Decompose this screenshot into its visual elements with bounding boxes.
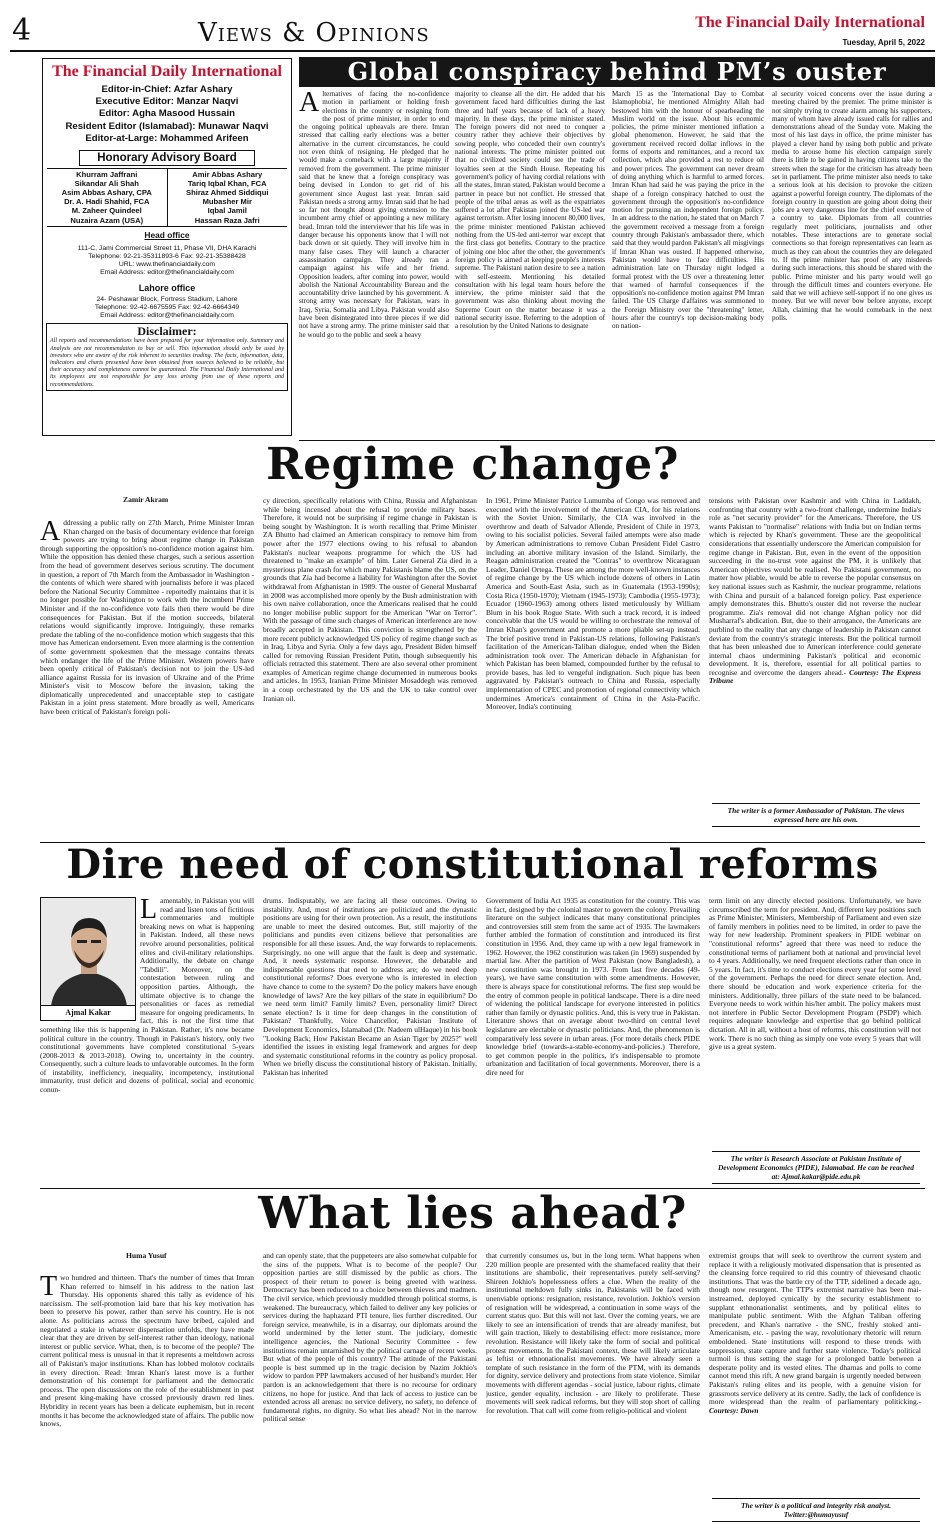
article4-dropcap: T — [40, 1274, 58, 1302]
board-member: Hassan Raza Jafri — [194, 215, 260, 225]
article2-courtesy: Courtesy: The Express Tribune — [709, 667, 921, 686]
address-line: Telephone: 92-21-35311893-6 Fax: 92-21-35388428 — [88, 252, 246, 260]
address-line: 24- Peshawar Block, Fortress Stadium, Lahore — [96, 295, 238, 303]
article4-text-1: wo hundred and thirteen. That's the number of times that Imran Khan referred to himself in his address to the nation last Thursday. His opponents shared this tally as evidence of his narcissism. The self-promotion laid bare that his key motivation has been to preserve his power, rather than serve his country. He is not alone. As politicians across the spectrum have bribed, cajoled and negotiated a stake in whatever dispensation unfolds, they have made clear that they are driven by self-interest rather than ideology, national interest or public service. What, then, is to become of the people? The current political mess is unusual in that it represents a meltdown across all of Pakistan's major institutions. Khan has lobbed molotov cocktails in every direction. Read: Imran Khan's latest move is a further demonstration of his contempt for parliament and the democratic process. The open discussions on the role of the establishment in past and present king-making have crossed previously drawn red lines. Hybridity in recent years has been a delicate euphemism, but in recent months it has become the acknowledged state of affairs. The public now knows, — [40, 1274, 254, 1429]
article3-text-2: drums. Indisputably, we are facing all these outcomes. Owing to instability. And, most of institutions are politicized and the dynastic positions are using for their own protection. As a result, the institutions are unable to meet the desired outcomes. But, still majority of the politicians and pundits even citizens believe that personalities are responsible for all these issues. And, the way forwards to replacements. Surprisingly, no one will argue that the fault is deep and systematic. And, it needs systematic response. However, the debatable and indispensable questions that need to address are; do we need deep constitutional reforms? Does everyone who is interested in election have chance to come to the system? Do the policy makers have enough knowledge of laws? Are the key pillars of the state in equilibrium? Do we need term limit? Family limits? Even, personality limit? Direct senate election? Is it time for deep changes in the constitution of Pakistan? Thankfully, Voice Chancellor, Pakistan Institute of Development Economics, Islamabad (Dr. Nadeem ulHaque) in his book "Looking Back; How Pakistan Became an Asian Tiger by 2025?" well identified the issues in existing legal framework and argues for deep and systematic constitutional reforms in the country as policy proposal. When we briefly discuss the constitutional history of Pakistan. Initially, Pakistan has inherited — [263, 897, 477, 1077]
article2-author: Zamir Akram — [123, 495, 169, 504]
article3-dropcap: L — [140, 897, 158, 925]
article1-text-1: lternatives of facing the no-confidence motion in parliament or holding fresh elections in the country or resigning from the post of prime minister, in order to end the ongoing political upheavals are there. Imran stressed that calling early elections was a better alternative in the current circumstances, he could not even think of resigning. He pledged that he would make a comeback with a large majority if removed from the government. The prime minister said that he knew that a foreign conspiracy was being devised in London to get rid of his government since August last year. Imran said Pakistan needs a strong army. Imran said that he had so far not thought about giving extension to the incumbent army chief or appointing a new military head. Imran told the interviewer that his life was in danger because his opponents know that I will not back down or sit quietly. They will involve him in many false cases. They will launch a character assassination campaign. They already ran a campaign against his wife and her friend. Opposition leaders, after coming into power, would abolish the National Accountability Bureau and the accountability drive launched by his government. A strong army was necessary for Pakistan, wars in Iraq, Syria, Somalia and Libya. Pakistan would also have been disintegrated into three pieces if we did not have a strong army. The prime minister said that he would go to the public and seek a heavy — [299, 90, 449, 339]
article3-column-1 — [40, 897, 254, 1182]
article1-headline-bar — [299, 57, 935, 87]
header-rule — [10, 50, 935, 52]
address-line: Email Address: editor@thefinancialdaily.com — [100, 269, 234, 277]
advisory-board-left — [47, 169, 168, 226]
article4-headline: What lies ahead? — [258, 1188, 687, 1239]
article1-column-2 — [455, 90, 605, 438]
board-member: Shiraz Ahmed Siddiqui — [186, 187, 269, 197]
article2-bio: The writer is a former Ambassador of Pakistan. The views expressed here are his own. — [712, 803, 920, 827]
article4-text-2: and can openly state, that the puppeteers are also somewhat culpable for the sins of the puppets. What is to become of the people? Our opposition parties are still dismissed by the public as chors. The prospect of their return to power is being greeted with wariness. Democracy has been reduced to a choice between thieves and madmen. The civil service, which previously muddled through political storms, is weakened. The bureaucracy, which failed to deliver any key policies or services during the haphazard PTI tenure, lies further discredited. Our foreign service, meanwhile, is in a disarray, our diplomats around the world undermined by the letter stunt. The judiciary, domestic intelligence agencies, the National Security Committee - few institutions remain untarnished by the political carnage of recent weeks. But what of the people of this country? The attitude of the Pakistani people is best summed up in the tragic decision by Nazim Jokhio's widow to pardon PPP lawmakers accused of her husband's murder. Her pardon is an acknowledgement that there is no recourse for ordinary citizens, no hope for justice. And that lack of access to justice can be extended across all arenas: no service delivery, no safety, no defence of fundamental rights, no dignity. So what lies ahead? Not in the narrow political sense — [263, 1252, 477, 1424]
article4-column-3 — [486, 1252, 700, 1524]
article1-text-2: majority to cleanse all the dirt. He added that his government faced hard difficulties during the last three and half years because of lack of a heavy majority. In these days, the prime minister stated. The foreign powers did not need to conquer a country rather they achieve their objectives by sowing people, who conceded their own country's national interests. The prime minister pointed out that no civilized society could see the trade of loyalties seen at the Sindh House. Repeating his government's policy of having cordial relations with all the states, Imran stated, Pakistan would become a partner in peace but not conflict. He stressed that people of the tribal areas as well as the expatriates suffered a lot after Pakistan joined the US-led war against terrorism. After losing innocent 80,000 lives, the prime minister mentioned Pakistan achieved nothing from the US-led anti-terror war except that the first class got benefits. Contrary to the practice of joining one bloc after the other, the government's foreign policy is aimed at keeping people's interests supreme. The Pakistani nation desire to see a nation with self-esteem. Mentioning his detailed consultation with his legal team hours before the interview, the prime minister said that the government was also thinking about moving the Supreme Court on the matter because it was a national security issue. Referring to the adoption of a resolution by the United Nations to designate — [455, 90, 605, 331]
address-line: Email Address: editor@thefinancialdaily.com — [100, 312, 234, 320]
article3-text-4: term limit on any directly elected positions. Unfortunately, we have circumscribed the term for president. And, different key positions such as Prime Minister, Ministers, Membership of Parliament and even size of family members in polities need to be limited, in order to pave the way for new leadership. Prominent speakers in PIDE webinar on "constitutional reforms" agreed that there was need to reduce the constitutional terms of parliament both at national and provincial level to 4 years. Additionally, we need frequent elections rather than once in 5 years. In fact, it's time to conduct elections every year for some level of the government. Perhaps the need for direct senate election. And, there should be education and work experience criteria for the ministers. Additionally, three pillars of the state need to be balanced. Everyone needs to work within his/her ambit. The policy makers must not interfere in Public Sector Development Program (PSDP) which requires adequate knowledge and expertise that go behind political dictation. All in all, without a host of reforms, this constitution will not work. There is no such thing as simply one vote every 5 years that will give us a great system. — [709, 897, 921, 1052]
photo-spacer — [40, 897, 140, 1023]
article1-column-4 — [772, 90, 932, 438]
paper-name-header: The Financial Daily International — [695, 14, 925, 31]
board-member: Nuzaira Azam (USA) — [70, 215, 144, 225]
article2-headline: Regime change? — [266, 439, 679, 490]
editor-line: Editor: Agha Masood Hussain — [98, 108, 236, 120]
article3-text-1: amentably, in Pakistan you will read and listen tons of fictitious commentaries and multiple breaking news on what is happening in Pakistan. Indeed, all these news revolve around personalities, political elites and civil-military relationships. Additionally, the debate on change "Tabdili". Moreover, on the contestation between ruling and opposition parties. Although, the ultimate objective is to change the personalities or faces as remedial measure for ongoing predicaments. In fact, this is not the first time that something like this is happening in Pakistan. Rather, it's now became political culture in the country. Though in Pakistan's history, only two constitutional governments have completed constitutional 5-years (2008-2013 & 2013-2018). Owing to, uncertainty in the country. Consequently, such a culture leads to unfavorable outcomes. In the form of instability, inefficiency, inequality, incompetency, institutional immaturity, trust deficit and dozens of political, social and economic conun- — [40, 897, 254, 1095]
board-member: Sikandar Ali Shah — [74, 178, 139, 188]
article1-headline: Global conspiracy behind PM’s ouster — [347, 57, 887, 86]
editor-list — [43, 84, 291, 146]
lahore-office-address — [43, 296, 291, 321]
article2-dropcap: A — [40, 519, 61, 547]
article4-text-4: extremist groups that will seek to overthrow the current system and replace it with a religiously motivated dispensation that is presented as the cleansing force required to rid this country of thievesand chaotic institutions. That was the battle cry of the TTP, sidelined a decade ago, though now resurgent. The TTP's extremist narrative has been mai-instreamed, deployed cynically by the security establishment to supplant ethnonationalist sentiments, and by political elites to manipulate public sentiment. With the Afghan Taliban offering precedent, and Khan's narrative - the SNC, freshly stoked anti-Americanism, etc. - paving the way, revolutionary rhetoric will return emboldened. State institutions will respond to these trends with suppression, state capture and further state violence. Today's political turmoil is thus setting the stage for a prolonged battle between a desperate polity and its vested elites. The dharnas and polls to come cannot mend this rift. A new grand bargain is urgently needed between Pakistan's ruling elites and its people, with a genuine vision for grassroots service delivery at its centre. Sadly, the lack of confidence is more widespread than the realm of parliamentary politicking.- — [709, 1252, 921, 1407]
advisory-board — [47, 168, 287, 227]
article1-column-3 — [612, 90, 764, 438]
article2-text-3: In 1961, Prime Minister Patrice Lumumba of Congo was removed and executed with the involvement of the American CIA, for his relations with the Soviet Union. Similarly, the CIA was involved in the overthrow and death of Salvador Allende, President of Chile in 1973, owing to his socialist policies. Several failed attempts were also made by American administrations to remove Cuban President Fidel Castro including an abortive military invasion of the Island. Similarly, the Reagan administration created the "Contras" to overthrow Nicaraguan Leader, Daniel Ortega. These are among the more well-known instances of regime change by the US which include dozens of others in Latin America and South-East Asia, such as in Guatemala (1953-1990s); Costa Rica (1950-1970); Vietnam (1945-1973); Cambodia (1955-1973); Ecuador (1960-1963) among others listed meticulously by William Blum in his book Rogue State. With such a track record, it is indeed conceivable that the US would be willing to orchestrate the removal of Imran Khan's government and promote a more pliable set-up instead. The brief positive trend in Pakistan-US relations, following Pakistan's facilitation of the American-Taliban dialogue, ended when the Biden administration took over. The American debacle in Afghanistan for which Pakistan has been blamed, compounded further by the refusal to provide bases, has led to vengeful indignation. Such pique has been aggravated by Pakistan's outreach to China and Russia, especially implementation of CPEC and promotion of regional connectivity which undermines America's containment of China in the Asia-Pacific. Moreover, India's continuing — [486, 497, 700, 712]
article4-column-1 — [40, 1274, 254, 1524]
board-member: Mubasher Mir — [202, 197, 252, 207]
article2-text-1: ddressing a public rally on 27th March, Prime Minister Imran Khan charged on the basis of documentary evidence that foreign powers are trying to bring about regime change in Pakistan through supporting the opposition's no-confidence motion against him. While the opposition has denied these charges, such a serious assertion from the head of government deserves serious scrutiny. The document in question, a report of 7th March from the Ambassador in Washington - the contents of which were shared with journalists before it was placed before the National Security Committee - reportedly maintains that it is no longer possible for Washington to work with the incumbent Prime Minister and if the no-confidence vote fails then there would be dire consequences for Pakistan. But if the motion succeeds, bilateral relations would significantly improve. Intriguingly, these remarks predate the tabling of the no-confidence motion which suggests that this move has American endorsement. Even more alarming is the contention of some government spokesmen that the message contains threats which endanger the life of the Prime Minister. Western powers have been openly critical of Pakistan's decision not to join the US-led alliance against Russia for its invasion of Ukraine and of the Prime Minister's visit to Moscow before the invasion, taking the diplomatically unprecedented and unacceptable step to castigate Pakistan in a joint press statement. More broadly as well, Americans have been critical of Pakistan's foreign poli- — [40, 519, 254, 717]
article1-text-4: al security voiced concerns over the issue during a meeting chaired by the premier. The prime minister is not simply trying to create alarm among his supporters, many of whom have already issued calls for rallies and demonstrations ahead of the Sunday vote. Making the most of his last days in office, the prime minister has played a clever hand by using both public and private media to arouse home his election campaign surely there is little to be gained in having citizens take to the streets when the stage for the criticism has already been set in parliament. The prime minister also needs to take a serious look at his decision to provoke the citizen against a powerful foreign country. The diplomats of the foreign country in question are going about doing their jobs are a very dangerous line for the chief executive of a country to take. Diplomats from all countries regularly meet politicians, journalists and other notables. These interactions are to generate social connections so that foreign representatives can learn as much as they can about the countries they are delegated to. If the prime minister has proof of any misdeeds during such interactions, this should be shared with the public. Prime minister and his party would well go through the difficult times and counters everyone. He said that we will achieve self-support if no one gives us money. But we will never bow before anyone, except Allah, claiming that he would comeback in the next polls. — [772, 90, 932, 323]
article2-column-3 — [486, 497, 700, 839]
article3-bio: The writer is Research Associate at Pakistan Institute of Development Economics (PIDE), Islamabad. He can be reached at: Ajmal.kakar@pide.edu.pk — [712, 1151, 920, 1184]
page-number: 4 — [12, 13, 32, 48]
disclaimer-title: Disclaimer: — [137, 324, 197, 339]
address-line: Telephone: 92-42-6675595 Fax: 92-42-6664349 — [94, 304, 240, 311]
header-date: Tuesday, April 5, 2022 — [842, 38, 925, 47]
article4-column-2 — [263, 1252, 477, 1524]
article2-column-1 — [40, 519, 254, 839]
lahore-office-title: Lahore office — [138, 283, 196, 294]
advisory-board-title: Honorary Advisory Board — [79, 150, 255, 166]
editor-line: Executive Editor: Manzar Naqvi — [95, 95, 239, 107]
article4-text-3: that currently consumes us, but in the long term. What happens when 220 million people are presented with the shamefaced reality that their institutions are shambolic, their representatives purely self-serving? Shireen Jokhio's hopelessness offers a clue. When the reality of the institutional meltdown fully sinks in, Pakistanis will be faced with unenviable options: resignation, resistance, revolution. Jokhio's version of resignation will be widespread, a continuation in some ways of the current status quo. But this will not last. Over the coming years, we are likely to see an intensification of trends that are already manifest, but will gain traction, likely to destabilising effect: more resistance, more revolution. Resistance will likely take the form of social and political protest movements. In the Pakistani context, these will likely articulate as leftist or ethnonationalist movements. We have already seen a template of such resistance in the form of the PTM, with its demands for dignity, service delivery and protections from state violence. Similar movements with different agendas - social justice, labour rights, climate justice, gender equality, inclusion - are likely to proliferate. These movements will seek radical reforms, but they will stop short of calling for revolution. That call will come from religio-political and violent — [486, 1252, 700, 1415]
article1-column-1 — [299, 90, 449, 438]
advisory-board-right — [168, 169, 288, 226]
article3-text-3: Government of India Act 1935 as constitution for the country. This was in fact, designed by the colonial master to govern the colony. Prevailing literature on the subject indicates that many constitutional principles and controversies still stem from the same act of 1935. The lawmakers further ambled the formation of constitution and introduced its first constitution in 1956. And, they came up with a new legal framework in 1962. However, the 1962 constitution was taken (in 1969) suspended by martial law. After the partition of West Pakistan (now Bangladesh), a new constitution was brought in 1973. From last five decades (49-years), we have same constitution with some amendments. However, there is always space for constitutional reforms. The first step would be the entry of common people in political landscape. There is a dire need of widening the political landscape for everyone interested in politics rather than family or dynastic politics. And, this is very true in Pakistan. Literature shows that on average about two-third on central level legislature are electable or dynastic politicians. And, the phenomenon is comparatively less severe in urban areas. (For more details check PIDE knowledge brief (towards-a-stable-economy-and-policies.) Therefore, to get common people in the politics, it's indispensable to promote urbanization and facilitation of local governments. Moreover, there is a dire need for — [486, 897, 700, 1077]
article3-column-4 — [709, 897, 921, 1147]
article4-courtesy: Courtesy: Dawn — [709, 1405, 759, 1415]
article1-text-3: March 15 as the 'International Day to Combat Islamophobia', he mentioned Almighty Allah had bestowed him with the honour of spearheading the Muslim world on the issue. About his economic policies, the prime minister mentioned inflation a global phenomenon. However, he said that the government received record dollar inflows in the forms of exports and remittances, and a record tax collection, which also provided a rest to reduce oil and power prices. The government can never dream of doing anything which is harmful to armed forces. Imran Khan had said he was paying the price in the shape of a foreign conspiracy hatched to oust the government through the opposition's no-confidence motion for pursuing an independent foreign policy. In an address to the nation, he stated that on March 7 the government received a message from a foreign country through Pakistan's ambassador there, which said that they would pardon Pakistan's all misgivings if Imran Khan was ousted. If happened otherwise, Pakistan would have to face difficulties. His administration late on Thursday night lodged a formal protest with the US over a threatening letter that warned of harmful consequences if the opposition's no-confidence motion against PM Imran failed. The US Charge d'affaires was summoned to the Foreign Ministry over the "threatening" letter, hours after the country's top decision-making body on nation- — [612, 90, 764, 331]
article2-column-4 — [709, 497, 921, 799]
article3-headline: Dire need of constitutional reforms — [66, 841, 879, 888]
board-member: Iqbal Jamil — [207, 206, 247, 216]
board-member: Tariq Iqbal Khan, FCA — [187, 178, 267, 188]
address-line: 111-C, Jami Commercial Street 11, Phase VII, DHA Karachi — [77, 244, 257, 252]
head-office-title: Head office — [144, 229, 190, 240]
board-member: M. Zaheer Quindeel — [71, 206, 142, 216]
board-member: Dr. A. Hadi Shahid, FCA — [64, 197, 150, 207]
head-office-address — [43, 245, 291, 278]
article3-column-3 — [486, 897, 700, 1182]
article2-column-2 — [263, 497, 477, 839]
disclaimer-box — [46, 323, 288, 390]
article4-column-4 — [709, 1252, 921, 1494]
article2-text-2: cy direction, specifically relations with China, Russia and Afghanistan while being incensed about the refusal to provide military bases. Therefore, it would not be surprising if regime change in Pakistan is being sought by Washington. It is worth recalling that Prime Minister ZA Bhutto had claimed an American conspiracy to remove him from power after the 1977 elections owing to his refusal to abandon Pakistan's nuclear weapons programme for which the US had threatened to "make an example" of him. Later General Zia died in a mysterious plane crash for which many Pakistanis blame the US, on the grounds that Zia had become a liability for Washington after the Soviet withdrawal from Afghanistan in 1989. The ouster of General Musharraf in 2008 was accomplished more openly by the Bush administration with his own naive collaboration, once the Americans realised that he could no longer mobilise public support for the American "War on Terror". With the passage of time such charges of American interference are now broadly accepted in Pakistan. This conviction is strengthened by the more recent publicly acknowledged US policy of regime change such as in Iraq, Libya and Syria. Only a few days ago, President Biden himself called for removing Russian President Putin, though subsequently his officials retracted this statement. There are also several other prominent examples of American regime change documented in numerous books and articles. In 1953, Iranian Prime Minister Mosaddegh was removed in a coup orchestrated by the US and the UK to take control over Iranian oil. — [263, 497, 477, 703]
masthead-paper-name: The Financial Daily International — [52, 63, 282, 80]
article4-author: Huma Yusuf — [126, 1251, 167, 1260]
editor-line: Editor-at-Large: Mohammed Arifeen — [85, 133, 249, 145]
board-member: Amir Abbas Ashary — [192, 169, 263, 179]
disclaimer-text: All reports and recommendations have been prepared for your information only. Summary and Analysis are not recommendation to buy or sell. This information should only be used by investors who are aware of the risk inherent in securities trading. The facts, information, data, indicators and charts presented have been obtained from sources believed to be reliable, but their accuracy and completeness cannot be guaranteed. The Financial Daily International and its employees are not responsible for any loss arising from use of these reports and recommendations. — [50, 338, 284, 388]
masthead-box — [42, 58, 292, 436]
article4-bio: The writer is a political and integrity risk analyst. Twitter:@humayusuf — [712, 1498, 920, 1522]
board-member: Khurram Jaffrani — [76, 169, 138, 179]
section-title: Views & Opinions — [198, 18, 430, 48]
board-member: Asim Abbas Ashary, CPA — [61, 187, 152, 197]
article3-column-2 — [263, 897, 477, 1182]
editor-line: Resident Editor (Islamabad): Munawar Naqvi — [65, 120, 269, 132]
address-line: URL: www.thefinancialdaily.com — [118, 260, 216, 268]
article1-dropcap: A — [299, 90, 320, 118]
author-photo-caption: Ajmal Kakar — [41, 1005, 135, 1020]
article2-text-4: tensions with Pakistan over Kashmir and with China in Laddakh, confronting that country with a two-front challenge, undermine India's role as "net security provider" for the Americans. Therefore, the US wants Pakistan to "normalise" relations with India but on Indian terms which is rejected by Khan's government. These are the geopolitical considerations that essentially underscore the American compulsion for regime change in Pakistan. But, even in the event of the opposition succeeding in the no-trust vote against the PM, it is unlikely that American objectives would be realised. No Pakistani government, no matter how pliable, would be able to reverse the popular consensus on key national issues such as Kashmir, the nuclear programme, relations with China and pursuit of a balanced foreign policy. Past experience amply demonstrates this. Bhutto's ouster did not reverse the nuclear programme. Zia's removal did not change Afghan policy nor did Musharraf's abdication. But, due to their arrogance, the Americans are purblind to the reality that any change of leadership in Pakistan cannot deviate from the country's strategic interests. But the political turmoil that has been unleashed due to American interference could generate internal chaos undermining Pakistan's political and economic development. It is, therefore, essential for all political parties to recognise and overcome the dangers ahead.- — [709, 497, 921, 677]
editor-line: Editor-in-Chief: Azfar Ashary — [101, 83, 233, 95]
